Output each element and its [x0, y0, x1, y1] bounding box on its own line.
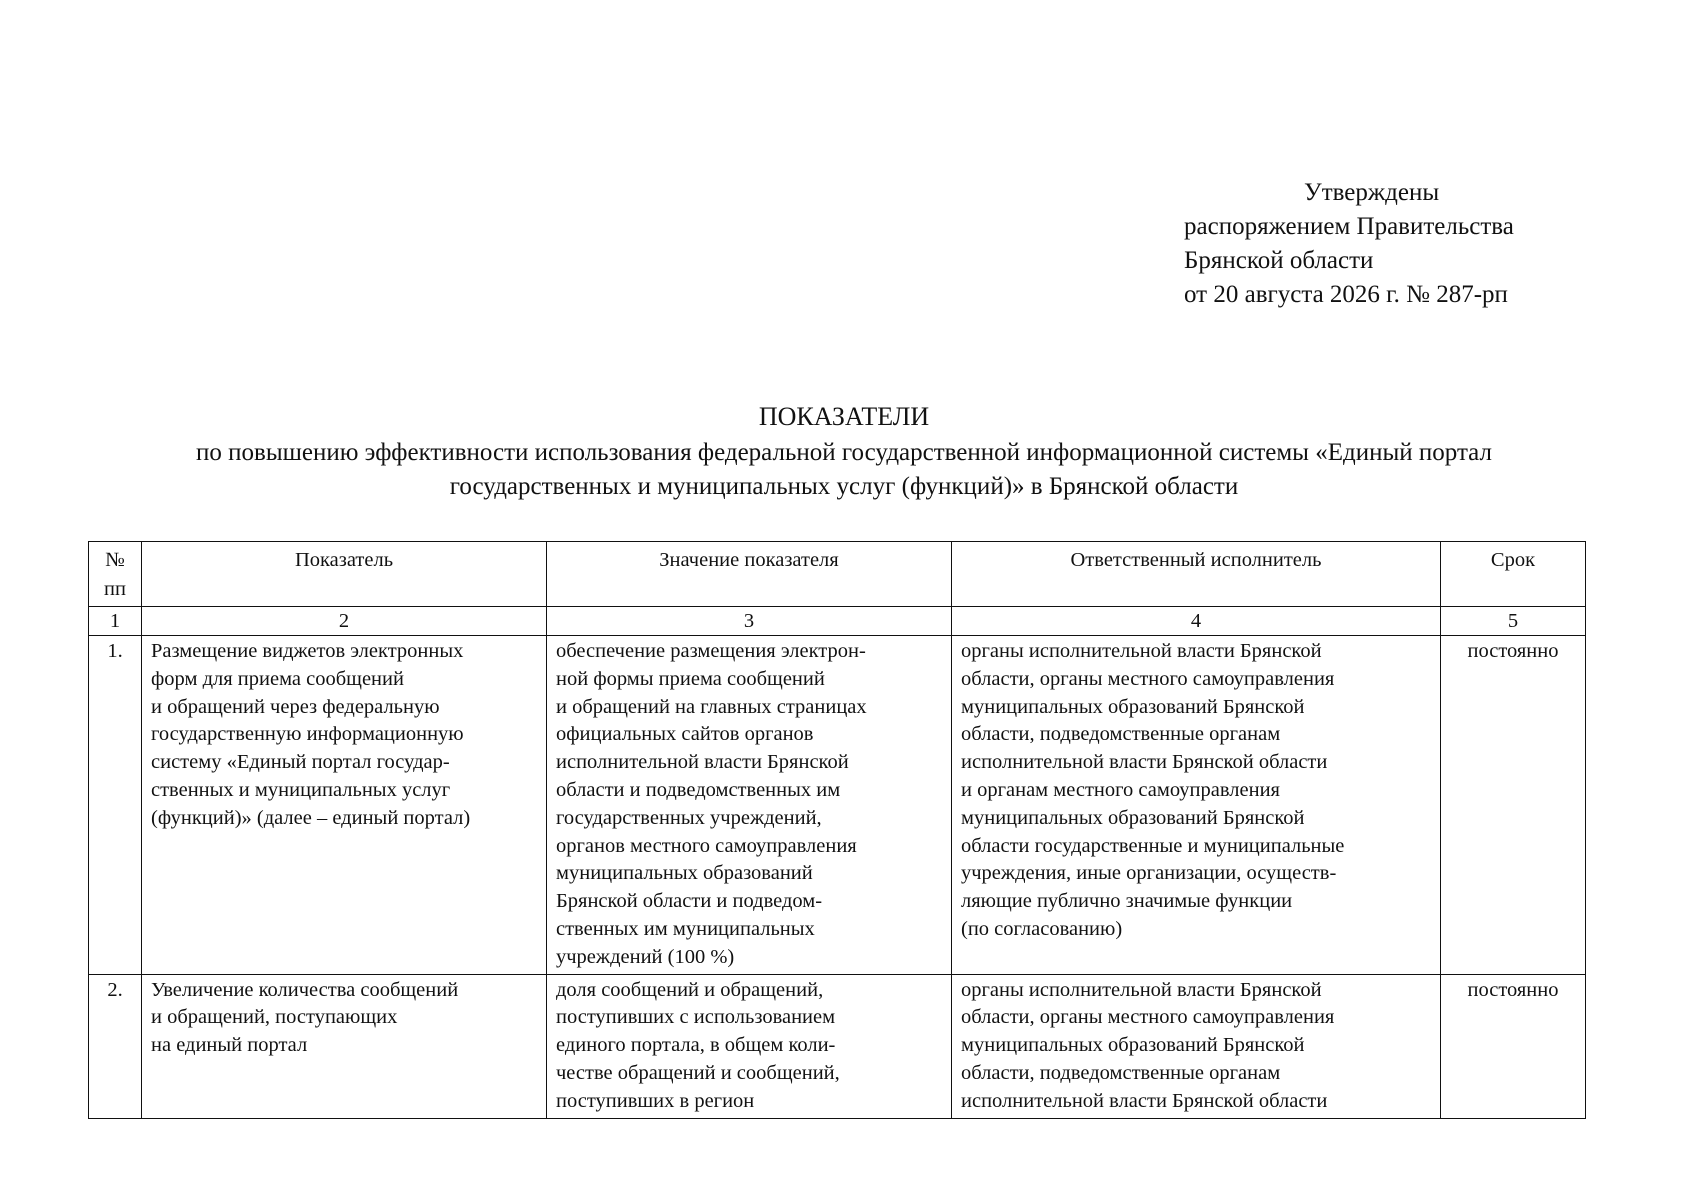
column-number: 4	[952, 607, 1441, 636]
value-text-line: поступивших в регион	[556, 1089, 755, 1112]
document-title: ПОКАЗАТЕЛИ	[758, 402, 930, 431]
indicator-text-line: государственную информационную	[151, 723, 464, 746]
value-text-line: учреждений (100 %)	[556, 945, 735, 968]
indicator-text-line: систему «Единый портал государ-	[151, 751, 450, 774]
cell-indicator	[142, 636, 547, 975]
column-number: 5	[1441, 607, 1586, 636]
executor-text-line: области государственные и муниципальные	[961, 834, 1345, 857]
executor-text-line: органы исполнительной власти Брянской	[961, 640, 1322, 662]
indicator-text-line: Увеличение количества сообщений	[151, 978, 459, 1001]
indicator-text-line: (функций)» (далее – единый портал)	[151, 806, 471, 829]
executor-text-line: учреждения, иные организации, осуществ-	[961, 862, 1337, 885]
indicator-text-line: и обращений через федеральную	[151, 695, 440, 718]
executor-text-line: исполнительной власти Брянской области	[961, 751, 1328, 774]
column-number: 3	[547, 607, 952, 636]
approval-heading: Утверждены	[1304, 179, 1440, 206]
column-number-row	[89, 607, 1586, 636]
cell-executor	[952, 974, 1441, 1118]
column-number: 2	[142, 607, 547, 636]
executor-text-line: области, органы местного самоуправления	[961, 667, 1335, 690]
subtitle-line: государственных и муниципальных услуг (функций)» в Брянской области	[449, 473, 1239, 500]
header-indicator: Показатель	[142, 542, 547, 607]
value-text-line: и обращений на главных страницах	[556, 695, 867, 718]
executor-text-line: области, подведомственные органам	[961, 723, 1281, 746]
row-number: 1.	[89, 636, 142, 975]
executor-text-line: исполнительной власти Брянской области	[961, 1089, 1328, 1112]
executor-text-line: области, органы местного самоуправления	[961, 1006, 1335, 1029]
header-value: Значение показателя	[547, 542, 952, 607]
executor-text-line: и органам местного самоуправления	[961, 778, 1280, 801]
executor-text-line: области, подведомственные органам	[961, 1061, 1281, 1084]
value-text-line: честве обращений и сообщений,	[556, 1061, 840, 1084]
value-text-line: муниципальных образований	[556, 862, 813, 885]
value-text-line: единого портала, в общем коли-	[556, 1034, 836, 1057]
value-text-line: доля сообщений и обращений,	[556, 978, 824, 1001]
table-header-row	[89, 542, 1586, 607]
executor-text-line: ляющие публично значимые функции	[961, 890, 1293, 913]
table-body	[89, 636, 1586, 1119]
cell-indicator	[142, 974, 547, 1118]
value-text-line: ственных им муниципальных	[556, 917, 815, 940]
approval-line: распоряжением Правительства	[1184, 213, 1514, 240]
header-term: Срок	[1441, 542, 1586, 607]
cell-value	[547, 636, 952, 975]
table-row	[89, 636, 1586, 975]
value-text-line: официальных сайтов органов	[556, 723, 814, 746]
header-executor: Ответственный исполнитель	[952, 542, 1441, 607]
cell-executor	[952, 636, 1441, 975]
indicator-text-line: ственных и муниципальных услуг	[151, 778, 451, 801]
row-number: 2.	[89, 974, 142, 1118]
executor-text-line: органы исполнительной власти Брянской	[961, 978, 1322, 1001]
value-text-line: государственных учреждений,	[556, 806, 822, 829]
indicator-text-line: форм для приема сообщений	[151, 667, 404, 690]
indicator-text-line: и обращений, поступающих	[151, 1006, 398, 1029]
column-number: 1	[89, 607, 142, 636]
approval-date-number: от 20 августа 2026 г. № 287-рп	[1184, 281, 1508, 308]
cell-term: постоянно	[1441, 636, 1586, 975]
executor-text-line: (по согласованию)	[961, 917, 1123, 940]
cell-value	[547, 974, 952, 1118]
header-num: № пп	[89, 542, 142, 607]
cell-term: постоянно	[1441, 974, 1586, 1118]
value-text-line: Брянской области и подведом-	[556, 890, 823, 913]
value-text-line: обеспечение размещения электрон-	[556, 640, 866, 662]
value-text-line: исполнительной власти Брянской	[556, 751, 849, 774]
indicator-text-line: на единый портал	[151, 1034, 308, 1057]
value-text-line: ной формы приема сообщений	[556, 667, 825, 690]
indicators-table	[88, 541, 1586, 1119]
value-text-line: органов местного самоуправления	[556, 834, 857, 857]
table-row	[89, 974, 1586, 1118]
document-subtitle	[70, 436, 1618, 504]
approval-stamp	[1184, 176, 1514, 312]
value-text-line: поступивших с использованием	[556, 1006, 836, 1029]
executor-text-line: муниципальных образований Брянской	[961, 1034, 1305, 1057]
executor-text-line: муниципальных образований Брянской	[961, 695, 1305, 718]
indicator-text-line: Размещение виджетов электронных	[151, 640, 464, 662]
approval-line: Брянской области	[1184, 247, 1374, 274]
value-text-line: области и подведомственных им	[556, 778, 841, 801]
subtitle-line: по повышению эффективности использования федеральной государственной информационной системы «Единый портал	[196, 439, 1492, 466]
executor-text-line: муниципальных образований Брянской	[961, 806, 1305, 829]
